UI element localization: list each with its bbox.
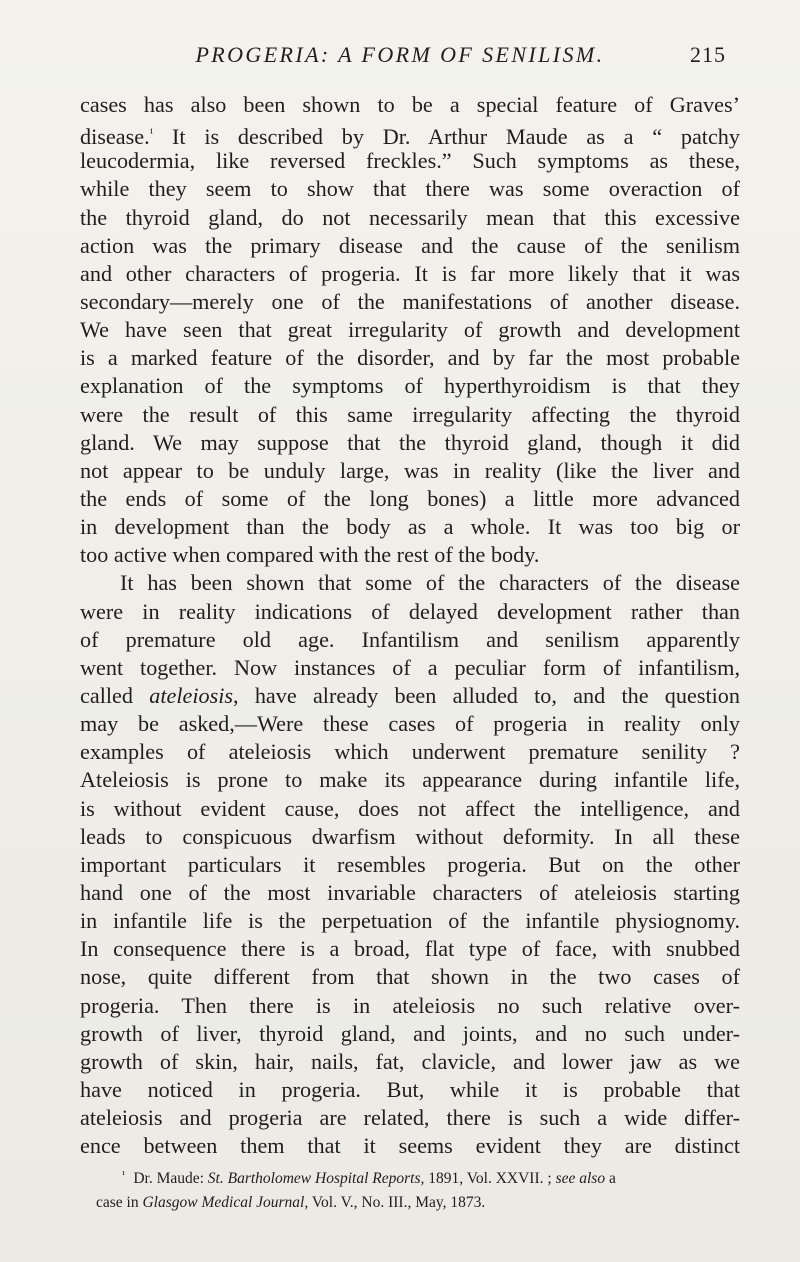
text-run: disease.	[80, 124, 150, 150]
body-line: nose, quite different from that shown in the two cases of	[80, 964, 740, 990]
body-line: the thyroid gland, do not necessarily mean that this excessive	[80, 204, 740, 230]
body-line: cases has also been shown to be a special feature of Graves’	[80, 92, 740, 117]
footnote-see-also: see also	[555, 1170, 606, 1187]
body-line: Ateleiosis is prone to make its appearance during infantile life,	[80, 767, 740, 793]
body-line: In consequence there is a broad, flat type of face, with snubbed	[80, 936, 740, 962]
body-line: may be asked,—Were these cases of progeria in reality only	[80, 711, 740, 737]
footnote-details: Vol. V., No. III., May, 1873.	[311, 1194, 486, 1211]
footnote-details: 1891, Vol. XXVII. ;	[428, 1170, 552, 1187]
body-line: hand one of the most invariable characters of ateleiosis starting	[80, 879, 740, 905]
footnote	[96, 1163, 752, 1215]
text-run: It is described by Dr. Arthur Maude as a “ patchy	[153, 124, 740, 150]
body-line: and other characters of progeria. It is far more likely that it was	[80, 260, 740, 286]
footnote-line	[96, 1163, 752, 1191]
body-line: action was the primary disease and the cause of the senilism	[80, 232, 740, 258]
body-line: is a marked feature of the disorder, and by far the most probable	[80, 345, 740, 371]
body-line: We have seen that great irregularity of growth and development	[80, 317, 740, 343]
body-line: have noticed in progeria. But, while it is probable that	[80, 1076, 740, 1102]
body-line: ence between them that it seems evident they are distinct	[80, 1133, 740, 1159]
body-line: important particulars it resembles progeria. But on the other	[80, 851, 740, 877]
body-line: is without evident cause, does not affect the intelligence, and	[80, 795, 740, 821]
footnote-tail: a	[608, 1170, 616, 1187]
running-title: PROGERIA: A FORM OF SENILISM.	[195, 42, 605, 67]
text-run: , have already been alluded to, and the question	[233, 682, 740, 708]
body-line: too active when compared with the rest of the body.	[80, 542, 540, 568]
footnote-author: Dr. Maude:	[133, 1170, 204, 1187]
footnote-line2-start: case in	[96, 1194, 139, 1211]
footnote-line	[96, 1191, 752, 1215]
footnote-source: Glasgow Medical Journal,	[142, 1194, 309, 1211]
text-run: called	[80, 682, 150, 708]
body-line: leucodermia, like reversed freckles.” Such symptoms as these,	[80, 148, 740, 174]
body-line: secondary—merely one of the manifestations of another disease.	[80, 288, 740, 314]
body-line: were in reality indications of delayed development rather than	[80, 598, 740, 624]
body-line: explanation of the symptoms of hyperthyroidism is that they	[80, 373, 740, 399]
body-line: ateleiosis and progeria are related, there is such a wide differ-	[80, 1105, 740, 1131]
page-number: 215	[690, 42, 726, 67]
running-head	[0, 40, 800, 76]
body-text	[80, 91, 740, 1160]
body-line: leads to conspicuous dwarfism without deformity. In all these	[80, 823, 740, 849]
body-line	[80, 682, 740, 710]
body-line	[80, 119, 740, 150]
body-line: growth of skin, hair, nails, fat, clavicle, and lower jaw as we	[80, 1048, 740, 1074]
body-line: in development than the body as a whole. It was too big or	[80, 514, 740, 540]
footnote-ref: ¹	[149, 126, 154, 141]
body-line: while they seem to show that there was some overaction of	[80, 176, 740, 202]
footnote-marker: ¹	[122, 1169, 126, 1181]
body-line: the ends of some of the long bones) a little more advanced	[80, 485, 740, 511]
body-line: were the result of this same irregularity affecting the thyroid	[80, 401, 740, 427]
body-line: in infantile life is the perpetuation of the infantile physiognomy.	[80, 908, 740, 934]
body-line: examples of ateleiosis which underwent premature senility ?	[80, 739, 740, 765]
italic-term: ateleiosis	[149, 682, 234, 708]
body-line: went together. Now instances of a peculiar form of infantilism,	[80, 654, 740, 680]
body-line: growth of liver, thyroid gland, and joints, and no such under-	[80, 1020, 740, 1046]
footnote-source: St. Bartholomew Hospital Reports,	[207, 1170, 425, 1187]
body-line: progeria. Then there is in ateleiosis no such relative over-	[80, 992, 740, 1018]
body-line: of premature old age. Infantilism and senilism apparently	[80, 626, 740, 652]
body-line: gland. We may suppose that the thyroid gland, though it did	[80, 429, 740, 455]
body-line: It has been shown that some of the characters of the disease	[120, 570, 740, 596]
body-line: not appear to be unduly large, was in reality (like the liver and	[80, 457, 740, 483]
